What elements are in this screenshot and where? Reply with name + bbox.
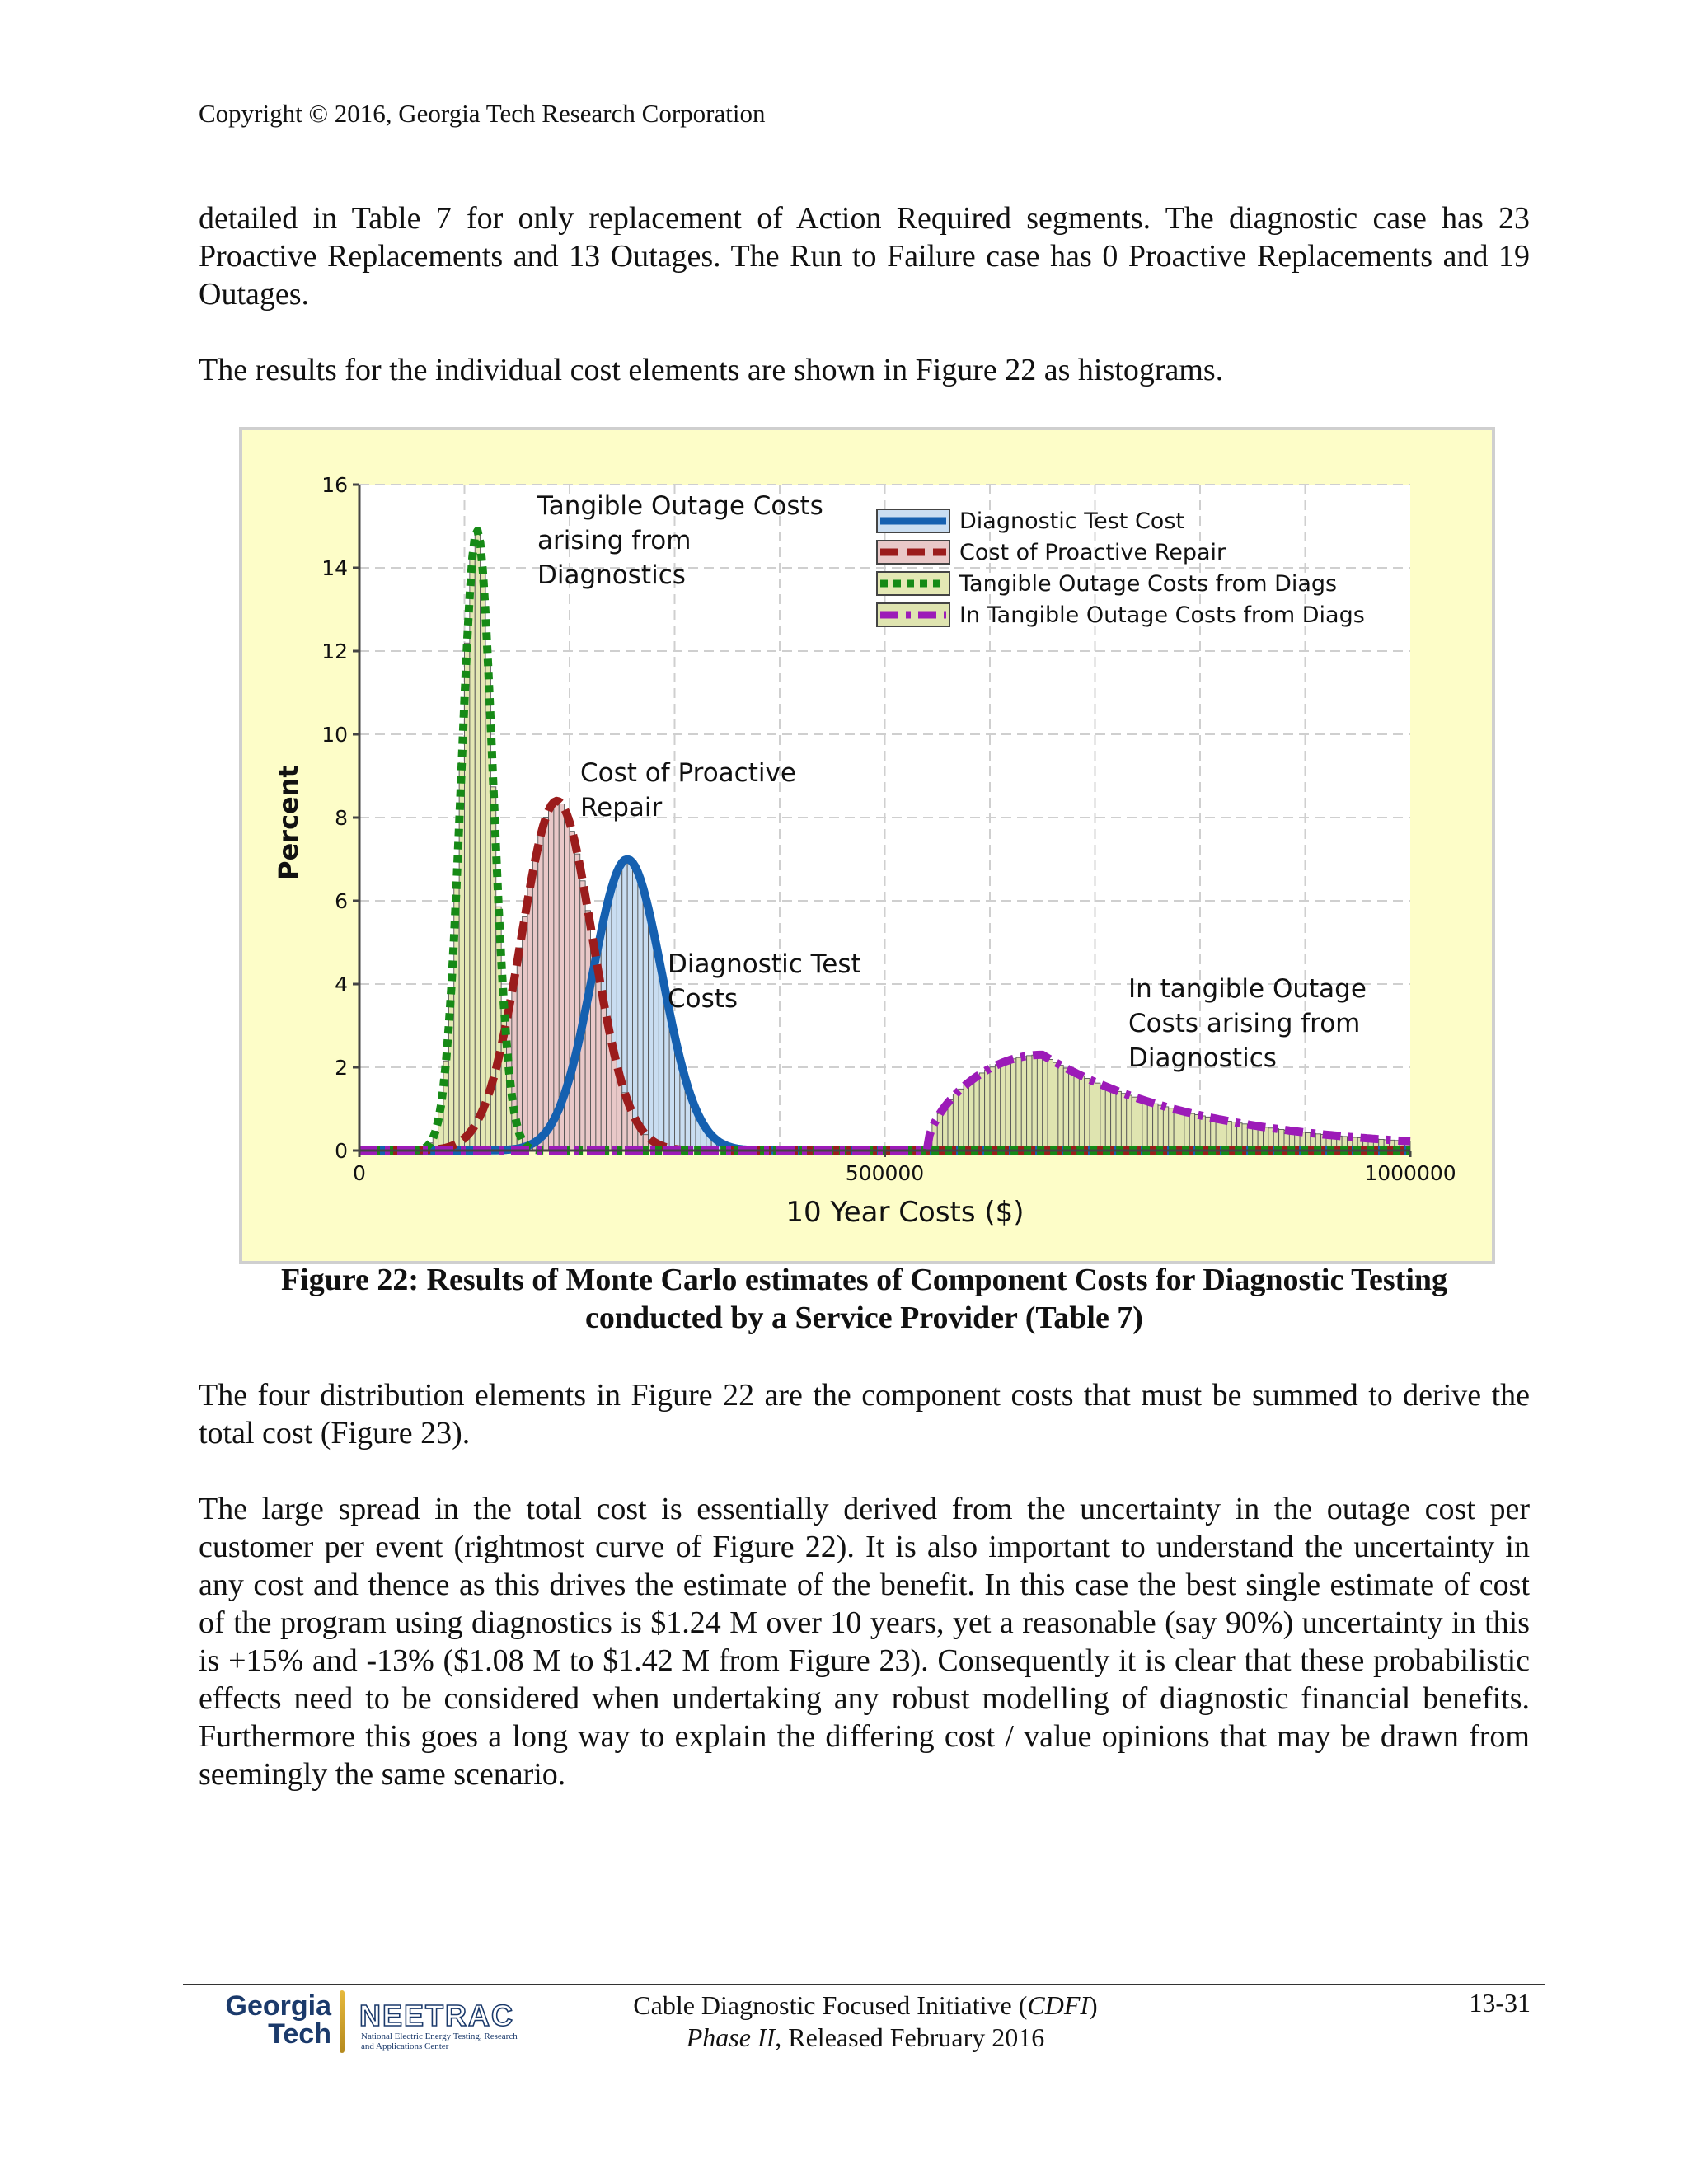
histogram-bar xyxy=(1189,1113,1194,1151)
histogram-bar xyxy=(1221,1120,1226,1151)
histogram-bar xyxy=(496,907,501,1151)
paragraph-uncertainty-discussion: The large spread in the total cost is essentially derived from the uncertainty in the outage cost per customer per event (rightmost curve of Figure 22). It is also important to understand the uncertainty in any cost and thence as this drives the estimate of the benefit. In this case the best single estimate of cost of the program using diagnostics is $1.24 M over 10 years, yet a reasonable (say 90%) uncertainty in this is +15% and -13% ($1.08 M to $1.42 M from Figure 23). Consequently it is clear that these probabilistic effects need to be considered when undertaking any robust modelling of diagnostic financial benefits. Furthermore this goes a long way to explain the differing cost / value opinions that may be drawn from seemingly the same scenario. xyxy=(199,1492,1530,1792)
histogram-bar xyxy=(1163,1107,1168,1151)
histogram-bar xyxy=(532,859,537,1151)
annotation-text: Repair xyxy=(580,793,663,823)
legend-label: Diagnostic Test Cost xyxy=(959,509,1184,534)
histogram-bar xyxy=(1153,1104,1158,1151)
neetrac-wordmark: NEETRAC xyxy=(359,1999,515,2032)
georgia-tech-wordmark xyxy=(198,1992,331,2048)
y-tick-label: 6 xyxy=(335,889,348,913)
footer-divider xyxy=(183,1984,1545,1985)
footer-line-2 xyxy=(626,2022,1104,2054)
footer-line-1 xyxy=(626,1990,1104,2022)
footer-release: , Released February 2016 xyxy=(775,2022,1045,2052)
y-tick-label: 14 xyxy=(321,556,348,580)
logo-tagline-1: National Electric Energy Testing, Research xyxy=(361,2032,518,2041)
annotation-text: Costs xyxy=(668,984,738,1014)
histogram-bar xyxy=(543,818,548,1151)
histogram-bar xyxy=(1006,1061,1010,1151)
figure-22-chart xyxy=(239,427,1495,1264)
histogram-bar xyxy=(1032,1055,1037,1151)
y-tick-label: 10 xyxy=(321,723,348,747)
legend-label: Tangible Outage Costs from Diags xyxy=(959,571,1338,597)
paragraph-table7-summary: detailed in Table 7 for only replacement of Action Required segments. The diagnostic case has 23 Proactive Replacements and 13 Outages. The Run to Failure case has 0 Proactive Replacements and 19 Outages. xyxy=(199,201,1530,312)
logo-georgia: Georgia xyxy=(225,1990,331,2022)
histogram-bar xyxy=(1211,1118,1216,1151)
histogram-bar xyxy=(1127,1095,1132,1151)
histogram-bar xyxy=(438,1107,443,1151)
footer-line1-prefix: Cable Diagnostic Focused Initiative ( xyxy=(633,1990,1028,2020)
annotation-text: Costs arising from xyxy=(1128,1009,1361,1038)
histogram-bar xyxy=(1174,1109,1179,1151)
histogram-bar xyxy=(990,1067,995,1151)
figure-caption-line-1: Figure 22: Results of Monte Carlo estimates of Component Costs for Diagnostic Testing xyxy=(280,1263,1448,1297)
histogram-bar xyxy=(995,1065,1000,1151)
histogram-bar xyxy=(570,832,574,1151)
legend-label: In Tangible Outage Costs from Diags xyxy=(959,602,1365,628)
footer-cdfi: CDFI xyxy=(1027,1990,1090,2020)
histogram-bar xyxy=(1079,1076,1084,1151)
histogram-bar xyxy=(1016,1057,1021,1151)
histogram-bar xyxy=(1048,1060,1053,1151)
georgia-tech-neetrac-logo xyxy=(198,1990,552,2056)
histogram-bar xyxy=(1147,1102,1152,1151)
neetrac-tagline xyxy=(361,2032,559,2051)
histogram-bar xyxy=(1111,1090,1116,1151)
histogram-bar xyxy=(1053,1062,1058,1151)
histogram-bar xyxy=(1043,1057,1048,1151)
histogram-bar xyxy=(638,879,643,1151)
histogram-bar xyxy=(490,787,495,1151)
logo-tech: Tech xyxy=(268,2018,331,2050)
paragraph-results-intro: The results for the individual cost elements are shown in Figure 22 as histograms. xyxy=(199,353,1224,387)
histogram-bar xyxy=(549,805,554,1151)
annotation-text: Diagnostic Test xyxy=(668,949,861,979)
histogram-bar xyxy=(481,570,485,1151)
histogram-bar xyxy=(475,531,480,1151)
histogram-bar xyxy=(1021,1057,1026,1151)
annotation-text: In tangible Outage xyxy=(1128,974,1367,1004)
histogram-bar xyxy=(612,1054,617,1151)
histogram-bar xyxy=(1100,1085,1105,1151)
histogram-bar xyxy=(1116,1091,1121,1151)
histogram-bar xyxy=(974,1076,979,1151)
logo-tagline-2: and Applications Center xyxy=(361,2041,449,2051)
histogram-bar xyxy=(1001,1062,1006,1151)
histogram-bar xyxy=(1105,1087,1110,1151)
footer-document-title xyxy=(626,1990,1104,2054)
histogram-bar xyxy=(654,944,659,1151)
histogram-bar xyxy=(1095,1083,1100,1151)
histogram-bar xyxy=(538,836,543,1151)
histogram-bar xyxy=(528,887,532,1151)
histogram-bar xyxy=(1169,1108,1174,1151)
histogram-bar xyxy=(1090,1080,1095,1151)
histogram-chart xyxy=(242,430,1492,1261)
histogram-bar xyxy=(649,920,654,1151)
page-number: 13-31 xyxy=(1469,1988,1531,2018)
y-tick-label: 8 xyxy=(335,806,348,830)
histogram-bar xyxy=(1179,1111,1184,1151)
histogram-bar xyxy=(643,898,648,1151)
annotation-text: Diagnostics xyxy=(537,560,686,590)
torch-icon xyxy=(340,1990,345,2053)
histogram-bar xyxy=(985,1070,990,1151)
y-tick-label: 12 xyxy=(321,640,348,663)
histogram-bar xyxy=(448,987,453,1151)
histogram-bar xyxy=(1037,1055,1042,1151)
histogram-bar xyxy=(585,911,590,1151)
histogram-bar xyxy=(964,1085,968,1151)
histogram-bar xyxy=(1074,1073,1079,1151)
y-tick-label: 0 xyxy=(335,1139,348,1163)
footer-phase: Phase II xyxy=(686,2022,776,2052)
histogram-bar xyxy=(1184,1113,1189,1151)
x-tick-label: 1000000 xyxy=(1364,1161,1456,1185)
histogram-bar xyxy=(1085,1079,1090,1151)
histogram-bar xyxy=(1027,1056,1032,1151)
x-axis-label: 10 Year Costs ($) xyxy=(785,1196,1025,1229)
histogram-bar xyxy=(969,1080,974,1151)
histogram-bar xyxy=(554,801,559,1151)
histogram-bar xyxy=(1142,1100,1147,1151)
y-tick-label: 4 xyxy=(335,972,348,996)
annotation-text: Diagnostics xyxy=(1128,1043,1277,1073)
page-header-copyright: Copyright © 2016, Georgia Tech Research Corporation xyxy=(199,99,766,128)
histogram-bar xyxy=(1132,1097,1137,1151)
histogram-bar xyxy=(465,643,470,1151)
figure-caption-line-2: conducted by a Service Provider (Table 7) xyxy=(585,1301,1143,1335)
histogram-bar xyxy=(1011,1059,1016,1151)
histogram-bar xyxy=(953,1094,958,1151)
y-tick-label: 2 xyxy=(335,1056,348,1080)
annotation-text: Cost of Proactive xyxy=(580,758,796,788)
histogram-bar xyxy=(1063,1068,1068,1151)
histogram-bar xyxy=(1195,1115,1200,1151)
histogram-bar xyxy=(1216,1119,1221,1151)
histogram-bar xyxy=(1069,1071,1074,1151)
annotation-text: arising from xyxy=(537,526,692,555)
x-tick-label: 500000 xyxy=(845,1161,925,1185)
footer-line1-suffix: ) xyxy=(1089,1990,1098,2020)
histogram-bar xyxy=(979,1073,984,1151)
histogram-bar xyxy=(1200,1116,1205,1151)
annotation-text: Tangible Outage Costs xyxy=(537,491,823,521)
histogram-bar xyxy=(627,1107,632,1151)
histogram-bar xyxy=(574,854,579,1151)
histogram-bar xyxy=(1121,1094,1126,1151)
histogram-bar xyxy=(1158,1105,1163,1151)
y-tick-label: 16 xyxy=(321,473,348,497)
legend-label: Cost of Proactive Repair xyxy=(959,540,1226,565)
y-axis-label: Percent xyxy=(273,765,304,880)
x-tick-label: 0 xyxy=(353,1161,366,1185)
histogram-bar xyxy=(937,1113,942,1151)
histogram-bar xyxy=(1226,1121,1231,1151)
histogram-bar xyxy=(959,1089,964,1151)
histogram-bar xyxy=(1205,1117,1210,1151)
figure-caption xyxy=(199,1261,1530,1337)
histogram-bar xyxy=(1137,1099,1142,1151)
histogram-bar xyxy=(1058,1066,1063,1151)
paragraph-distribution-elements: The four distribution elements in Figure 22 are the component costs that must be summed to derive the total cost (Figure 23). xyxy=(199,1378,1530,1451)
